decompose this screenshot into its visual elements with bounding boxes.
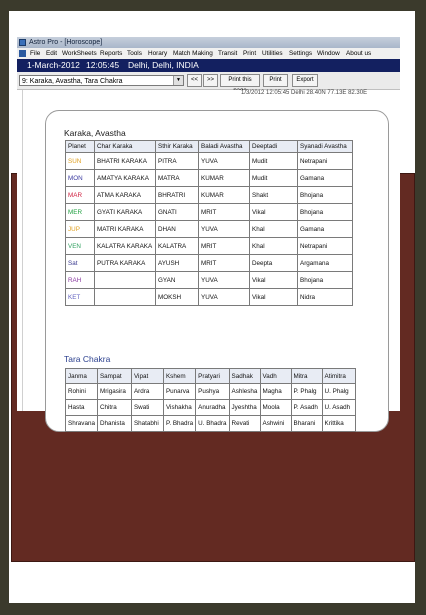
baladi-cell: KUMAR: [199, 170, 250, 187]
nakshatra-cell: P. Asadh: [291, 400, 322, 416]
nakshatra-cell: Chitra: [97, 400, 131, 416]
char-karaka-cell: AMATYA KARAKA: [95, 170, 156, 187]
baladi-cell: YUVA: [199, 153, 250, 170]
col-janma: Janma: [66, 369, 98, 384]
syanadi-cell: Argamana: [298, 255, 353, 272]
nakshatra-cell: Pushya: [196, 384, 229, 400]
nakshatra-cell: Revati: [229, 416, 260, 432]
planet-cell: MAR: [66, 187, 95, 204]
karaka-header-row: [66, 141, 353, 153]
deeptadi-cell: Vikal: [250, 272, 298, 289]
syanadi-cell: Gamana: [298, 221, 353, 238]
report-select[interactable]: [19, 75, 184, 86]
report-header-line: 1/3/2012 12:05:45 Delhi 28.40N 77.13E 82.30E: [241, 90, 368, 96]
menu-about[interactable]: About us: [346, 50, 372, 57]
table-row: [66, 187, 353, 204]
char-karaka-cell: KALATRA KARAKA: [95, 238, 156, 255]
menu-edit[interactable]: Edit: [46, 50, 58, 57]
report-toolbar: [17, 72, 400, 90]
nakshatra-cell: Rohini: [66, 384, 98, 400]
chart-date: 1-March-2012: [27, 60, 80, 70]
menu-tools[interactable]: Tools: [127, 50, 142, 57]
nakshatra-cell: Dhanista: [97, 416, 131, 432]
col-baladi-avastha: Baladi Avastha: [199, 141, 250, 153]
baladi-cell: MRIT: [199, 204, 250, 221]
karaka-table: [65, 140, 353, 306]
col-kshem: Kshem: [163, 369, 195, 384]
table-row: [66, 255, 353, 272]
baladi-cell: YUVA: [199, 272, 250, 289]
syanadi-cell: Gamana: [298, 170, 353, 187]
sthir-karaka-cell: KALATRA: [156, 238, 199, 255]
chart-time: 12:05:45: [86, 60, 120, 70]
nakshatra-cell: U. Phalg: [322, 384, 355, 400]
char-karaka-cell: MATRI KARAKA: [95, 221, 156, 238]
nakshatra-cell: Ashlesha: [229, 384, 260, 400]
table-row: [66, 170, 353, 187]
char-karaka-cell: ATMA KARAKA: [95, 187, 156, 204]
menu-window[interactable]: Window: [317, 50, 340, 57]
col-vadh: Vadh: [260, 369, 291, 384]
deeptadi-cell: Mudit: [250, 170, 298, 187]
planet-cell: VEN: [66, 238, 95, 255]
nakshatra-cell: Moola: [260, 400, 291, 416]
baladi-cell: YUVA: [199, 289, 250, 306]
nakshatra-cell: Magha: [260, 384, 291, 400]
nakshatra-cell: Ashwini: [260, 416, 291, 432]
menu-print[interactable]: Print: [243, 50, 257, 57]
char-karaka-cell: [95, 272, 156, 289]
nakshatra-cell: Krittika: [322, 416, 355, 432]
col-deeptadi: Deeptadi: [250, 141, 298, 153]
deeptadi-cell: Shakt: [250, 187, 298, 204]
char-karaka-cell: [95, 289, 156, 306]
table-row: [66, 400, 356, 416]
table-row: [66, 384, 356, 400]
window-title: Astro Pro - [Horoscope]: [29, 39, 103, 46]
col-sadhak: Sadhak: [229, 369, 260, 384]
app-window: [17, 37, 400, 427]
print-this-page-button[interactable]: Print this: [220, 74, 260, 87]
sthir-karaka-cell: PITRA: [156, 153, 199, 170]
col-char-karaka: Char Karaka: [95, 141, 156, 153]
menu-horary[interactable]: Horary: [148, 50, 168, 57]
sthir-karaka-cell: DHAN: [156, 221, 199, 238]
report-select-value: 9: Karaka, Avastha, Tara Chakra: [22, 78, 123, 85]
baladi-cell: MRIT: [199, 238, 250, 255]
menu-transit[interactable]: Transit: [218, 50, 238, 57]
nakshatra-cell: U. Asadh: [322, 400, 355, 416]
table-row: [66, 416, 356, 432]
document-icon[interactable]: [19, 50, 26, 57]
nakshatra-cell: Bharani: [291, 416, 322, 432]
planet-cell: Sat: [66, 255, 95, 272]
table-row: [66, 272, 353, 289]
planet-cell: KET: [66, 289, 95, 306]
col-sthir-karaka: Sthir Karaka: [156, 141, 199, 153]
col-syanadi-avastha: Syanadi Avastha: [298, 141, 353, 153]
char-karaka-cell: GYATI KARAKA: [95, 204, 156, 221]
col-atimitra: Atimitra: [322, 369, 355, 384]
planet-cell: MER: [66, 204, 95, 221]
deeptadi-cell: Khal: [250, 221, 298, 238]
baladi-cell: YUVA: [199, 221, 250, 238]
syanadi-cell: Nidra: [298, 289, 353, 306]
char-karaka-cell: PUTRA KARAKA: [95, 255, 156, 272]
sthir-karaka-cell: MATRA: [156, 170, 199, 187]
deeptadi-cell: Vikal: [250, 204, 298, 221]
menu-worksheets[interactable]: WorkSheets: [62, 50, 97, 57]
nakshatra-cell: Mrigasira: [97, 384, 131, 400]
nakshatra-cell: Shatabhi: [131, 416, 163, 432]
menu-bar: [17, 48, 400, 59]
report-card: [45, 110, 389, 432]
karaka-title: Karaka, Avastha: [64, 128, 126, 138]
next-page-button[interactable]: >>: [203, 74, 218, 87]
syanadi-cell: Netrapani: [298, 153, 353, 170]
export-button[interactable]: Export: [292, 74, 318, 87]
planet-cell: JUP: [66, 221, 95, 238]
sthir-karaka-cell: GNATI: [156, 204, 199, 221]
nakshatra-cell: Hasta: [66, 400, 98, 416]
char-karaka-cell: BHATRI KARAKA: [95, 153, 156, 170]
nakshatra-cell: P. Bhadra: [163, 416, 195, 432]
planet-cell: RAH: [66, 272, 95, 289]
nakshatra-cell: Vishakha: [163, 400, 195, 416]
syanadi-cell: Bhojana: [298, 272, 353, 289]
table-row: [66, 153, 353, 170]
tara-chakra-table: [65, 368, 356, 432]
col-vipat: Vipat: [131, 369, 163, 384]
report-page: [22, 90, 399, 427]
app-icon: [19, 39, 26, 46]
sthir-karaka-cell: BHRATRI: [156, 187, 199, 204]
print-button[interactable]: Print: [263, 74, 288, 87]
deeptadi-cell: Khal: [250, 238, 298, 255]
col-planet: Planet: [66, 141, 95, 153]
nakshatra-cell: U. Bhadra: [196, 416, 229, 432]
table-row: [66, 204, 353, 221]
deeptadi-cell: Vikal: [250, 289, 298, 306]
nakshatra-cell: P. Phalg: [291, 384, 322, 400]
sthir-karaka-cell: GYAN: [156, 272, 199, 289]
deeptadi-cell: Deepta: [250, 255, 298, 272]
chart-place: Delhi, Delhi, INDIA: [128, 60, 199, 70]
nakshatra-cell: Punarva: [163, 384, 195, 400]
horoscope-info-bar: [17, 59, 400, 72]
menu-reports[interactable]: Reports: [100, 50, 123, 57]
table-row: [66, 238, 353, 255]
deeptadi-cell: Mudit: [250, 153, 298, 170]
syanadi-cell: Bhojana: [298, 187, 353, 204]
planet-cell: SUN: [66, 153, 95, 170]
col-pratyari: Pratyari: [196, 369, 229, 384]
nakshatra-cell: Anuradha: [196, 400, 229, 416]
col-mitra: Mitra: [291, 369, 322, 384]
nakshatra-cell: Shravana: [66, 416, 98, 432]
nakshatra-cell: Jyeshtha: [229, 400, 260, 416]
tara-title: Tara Chakra: [64, 354, 111, 364]
baladi-cell: KUMAR: [199, 187, 250, 204]
table-row: [66, 221, 353, 238]
syanadi-cell: Bhojana: [298, 204, 353, 221]
title-bar: [17, 37, 400, 48]
menu-file[interactable]: File: [30, 50, 41, 57]
menu-match-making[interactable]: Match Making: [173, 50, 213, 57]
chevron-down-icon[interactable]: ▼: [173, 76, 183, 85]
table-row: [66, 289, 353, 306]
menu-utilities[interactable]: Utilities: [262, 50, 283, 57]
prev-page-button[interactable]: <<: [187, 74, 202, 87]
menu-settings[interactable]: Settings: [289, 50, 313, 57]
nakshatra-cell: Ardra: [131, 384, 163, 400]
baladi-cell: MRIT: [199, 255, 250, 272]
planet-cell: MON: [66, 170, 95, 187]
nakshatra-cell: Swati: [131, 400, 163, 416]
col-sampat: Sampat: [97, 369, 131, 384]
syanadi-cell: Netrapani: [298, 238, 353, 255]
sthir-karaka-cell: AYUSH: [156, 255, 199, 272]
tara-header-row: [66, 369, 356, 384]
sthir-karaka-cell: MOKSH: [156, 289, 199, 306]
